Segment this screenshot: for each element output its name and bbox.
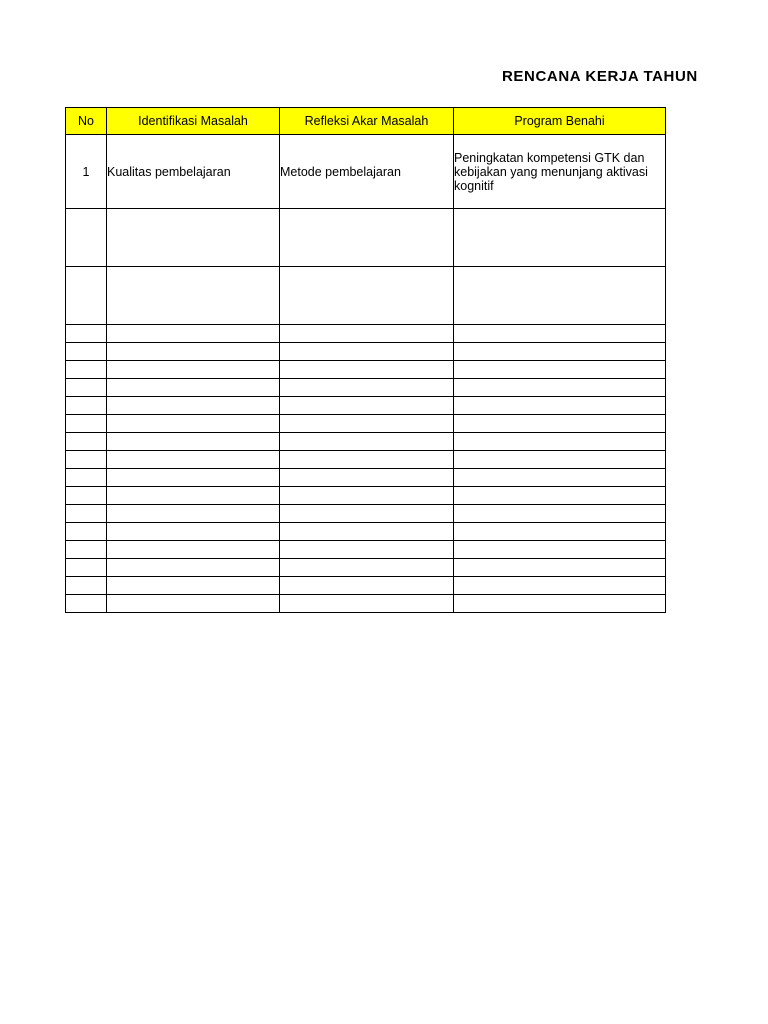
cell[interactable] [280, 209, 454, 267]
cell[interactable] [280, 433, 454, 451]
cell-identifikasi[interactable]: Kualitas pembelajaran [107, 135, 280, 209]
cell[interactable] [280, 415, 454, 433]
cell[interactable] [280, 325, 454, 343]
table-row [66, 451, 666, 469]
cell[interactable] [280, 541, 454, 559]
cell[interactable] [280, 379, 454, 397]
cell[interactable] [66, 451, 107, 469]
cell[interactable] [454, 469, 666, 487]
cell[interactable] [107, 433, 280, 451]
cell[interactable] [454, 433, 666, 451]
cell[interactable] [107, 577, 280, 595]
table-row [66, 397, 666, 415]
cell[interactable] [280, 343, 454, 361]
cell[interactable] [280, 451, 454, 469]
cell[interactable] [66, 505, 107, 523]
cell[interactable] [454, 505, 666, 523]
cell[interactable] [107, 343, 280, 361]
cell[interactable] [454, 379, 666, 397]
header-row [66, 108, 666, 135]
table-row [66, 209, 666, 267]
cell[interactable] [107, 379, 280, 397]
cell[interactable] [66, 267, 107, 325]
table-row [66, 505, 666, 523]
cell[interactable] [454, 415, 666, 433]
cell[interactable] [66, 595, 107, 613]
cell-program[interactable]: Peningkatan kompetensi GTK dan kebijakan yang menunjang aktivasi kognitif [454, 135, 666, 209]
cell[interactable] [280, 267, 454, 325]
cell[interactable] [280, 523, 454, 541]
cell[interactable] [107, 361, 280, 379]
cell[interactable] [454, 559, 666, 577]
cell[interactable] [454, 451, 666, 469]
cell[interactable] [280, 469, 454, 487]
cell[interactable] [66, 325, 107, 343]
cell[interactable] [107, 415, 280, 433]
cell[interactable] [66, 487, 107, 505]
cell[interactable] [280, 505, 454, 523]
cell[interactable] [66, 361, 107, 379]
cell[interactable] [66, 415, 107, 433]
cell[interactable] [107, 267, 280, 325]
cell[interactable] [107, 559, 280, 577]
cell[interactable] [454, 541, 666, 559]
cell[interactable] [107, 397, 280, 415]
cell[interactable] [66, 469, 107, 487]
cell[interactable] [454, 487, 666, 505]
cell[interactable] [107, 469, 280, 487]
cell-no[interactable]: 1 [66, 135, 107, 209]
cell[interactable] [280, 595, 454, 613]
cell[interactable] [66, 559, 107, 577]
header-refleksi-akar-masalah[interactable]: Refleksi Akar Masalah [280, 108, 454, 135]
plan-table [65, 107, 666, 613]
cell[interactable] [280, 487, 454, 505]
cell[interactable] [107, 209, 280, 267]
cell[interactable] [66, 577, 107, 595]
table-row [66, 559, 666, 577]
cell[interactable] [454, 209, 666, 267]
cell-refleksi[interactable]: Metode pembelajaran [280, 135, 454, 209]
page-title: RENCANA KERJA TAHUN [502, 68, 698, 85]
cell[interactable] [280, 559, 454, 577]
cell[interactable] [66, 541, 107, 559]
cell[interactable] [280, 577, 454, 595]
cell[interactable] [107, 523, 280, 541]
cell[interactable] [454, 577, 666, 595]
table-row [66, 325, 666, 343]
cell[interactable] [107, 487, 280, 505]
cell[interactable] [454, 267, 666, 325]
table-row [66, 343, 666, 361]
table-row [66, 361, 666, 379]
header-identifikasi-masalah[interactable]: Identifikasi Masalah [107, 108, 280, 135]
cell[interactable] [66, 379, 107, 397]
header-program-benahi[interactable]: Program Benahi [454, 108, 666, 135]
table-row [66, 541, 666, 559]
title-clip [440, 64, 698, 92]
cell[interactable] [66, 343, 107, 361]
cell[interactable] [280, 397, 454, 415]
cell[interactable] [454, 397, 666, 415]
cell[interactable] [454, 325, 666, 343]
cell[interactable] [66, 433, 107, 451]
table-row [66, 523, 666, 541]
cell[interactable] [66, 209, 107, 267]
cell[interactable] [66, 397, 107, 415]
table-row [66, 595, 666, 613]
cell[interactable] [454, 595, 666, 613]
cell[interactable] [107, 595, 280, 613]
cell[interactable] [454, 343, 666, 361]
table-row [66, 135, 666, 209]
cell[interactable] [454, 361, 666, 379]
table-row [66, 469, 666, 487]
cell[interactable] [107, 541, 280, 559]
table-row [66, 577, 666, 595]
table-row [66, 267, 666, 325]
table-row [66, 487, 666, 505]
cell[interactable] [107, 451, 280, 469]
header-no[interactable]: No [66, 108, 107, 135]
cell[interactable] [66, 523, 107, 541]
table-row [66, 379, 666, 397]
table-row [66, 433, 666, 451]
cell[interactable] [280, 361, 454, 379]
table-row [66, 415, 666, 433]
cell[interactable] [454, 523, 666, 541]
cell[interactable] [107, 325, 280, 343]
cell[interactable] [107, 505, 280, 523]
